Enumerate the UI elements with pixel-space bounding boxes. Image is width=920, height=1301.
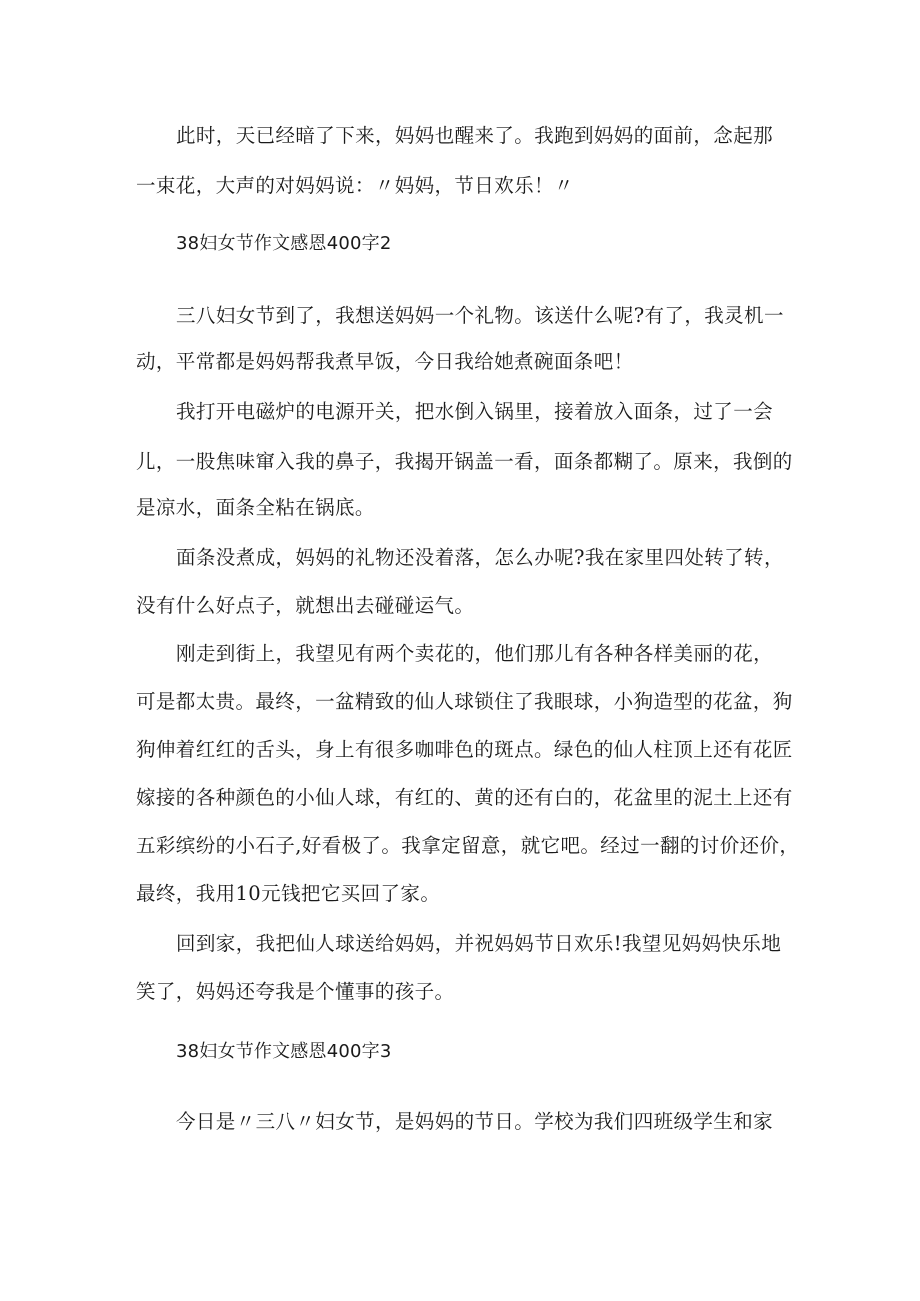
section-heading-2: 38妇女节作文感恩400字2 xyxy=(176,233,392,254)
paragraph-1-line-2: 一束花，大声的对妈妈说：〃妈妈，节日欢乐！〃 xyxy=(136,174,574,197)
paragraph-7-line-1: 今日是〃三八〃妇女节，是妈妈的节日。学校为我们四班级学生和家 xyxy=(176,1110,774,1133)
paragraph-5-line-4: 嫁接的各种颜色的小仙人球，有红的、黄的还有白的，花盆里的泥土上还有 xyxy=(136,786,793,809)
paragraph-6-line-1: 回到家，我把仙人球送给妈妈，并祝妈妈节日欢乐!我望见妈妈快乐地 xyxy=(176,932,782,955)
paragraph-2-line-1: 三八妇女节到了，我想送妈妈一个礼物。该送什么呢?有了，我灵机一 xyxy=(176,304,784,327)
paragraph-5-line-6: 最终，我用10元钱把它买回了家。 xyxy=(136,882,441,905)
paragraph-6-line-2: 笑了，妈妈还夸我是个懂事的孩子。 xyxy=(136,980,455,1003)
paragraph-5-line-1: 刚走到街上，我望见有两个卖花的，他们那儿有各种各样美丽的花， xyxy=(176,642,774,665)
paragraph-5-line-5: 五彩缤纷的小石子,好看极了。我拿定留意，就它吧。经过一翻的讨价还价， xyxy=(136,834,800,857)
paragraph-2-line-2: 动，平常都是妈妈帮我煮早饭，今日我给她煮碗面条吧！ xyxy=(136,350,634,373)
paragraph-3-line-3: 是凉水，面条全粘在锅底。 xyxy=(136,496,375,519)
paragraph-4-line-2: 没有什么好点子，就想出去碰碰运气。 xyxy=(136,594,475,617)
section-heading-3: 38妇女节作文感恩400字3 xyxy=(176,1041,392,1062)
paragraph-1-line-1: 此时，天已经暗了下来，妈妈也醒来了。我跑到妈妈的面前，念起那 xyxy=(176,124,774,147)
paragraph-5-line-2: 可是都太贵。最终，一盆精致的仙人球锁住了我眼球，小狗造型的花盆，狗 xyxy=(136,690,793,713)
paragraph-3-line-2: 儿，一股焦味窜入我的鼻子，我揭开锅盖一看，面条都糊了。原来，我倒的 xyxy=(136,450,793,473)
paragraph-4-line-1: 面条没煮成，妈妈的礼物还没着落，怎么办呢?我在家里四处转了转， xyxy=(176,546,784,569)
paragraph-5-line-3: 狗伸着红红的舌头，身上有很多咖啡色的斑点。绿色的仙人柱顶上还有花匠 xyxy=(136,738,793,761)
paragraph-3-line-1: 我打开电磁炉的电源开关，把水倒入锅里，接着放入面条，过了一会 xyxy=(176,400,774,423)
